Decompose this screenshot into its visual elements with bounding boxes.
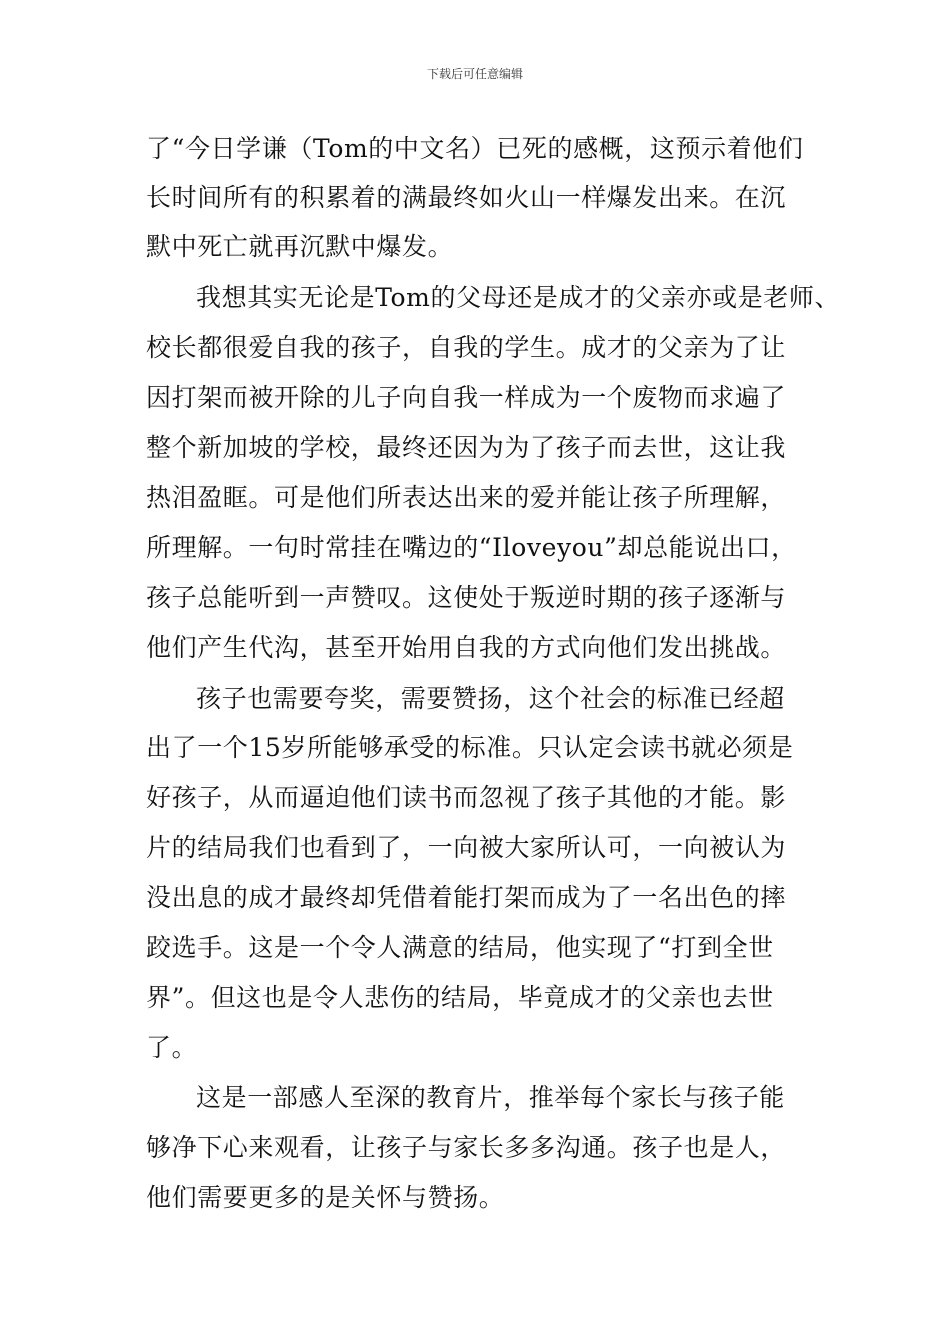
text-line: 跤选手。这是一个令人满意的结局，他实现了“打到全世 [146, 933, 774, 962]
text-line: 他们产生代沟，甚至开始用自我的方式向他们发出挑战。 [146, 633, 787, 662]
text-line: 长时间所有的积累着的满最终如火山一样爆发出来。在沉 [146, 183, 787, 212]
text-line: 了“今日学谦（Tom的中文名）已死的感概，这预示着他们 [146, 134, 804, 163]
text-line: 出了一个15岁所能够承受的标准。只认定会读书就必须是 [146, 733, 794, 762]
text-line: 热泪盈眶。可是他们所表达出来的爱并能让孩子所理解， [146, 483, 787, 512]
text-line: 片的结局我们也看到了，一向被大家所认可，一向被认为 [146, 833, 787, 862]
text-line: 孩子也需要夸奖，需要赞扬，这个社会的标准已经超 [196, 684, 785, 713]
text-line: 整个新加坡的学校，最终还因为为了孩子而去世，这让我 [146, 433, 787, 462]
text-line: 校长都很爱自我的孩子，自我的学生。成才的父亲为了让 [146, 333, 787, 362]
text-line: 这是一部感人至深的教育片，推举每个家长与孩子能 [196, 1083, 785, 1112]
text-line: 因打架而被开除的儿子向自我一样成为一个废物而求遍了 [146, 383, 787, 412]
text-line: 所理解。一句时常挂在嘴边的“Iloveyou”却总能说出口， [146, 533, 797, 562]
page-header: 下载后可任意编辑 [426, 67, 523, 81]
text-line: 够净下心来观看，让孩子与家长多多沟通。孩子也是人， [146, 1133, 787, 1162]
text-line: 好孩子，从而逼迫他们读书而忽视了孩子其他的才能。影 [146, 783, 787, 812]
text-line: 了。 [146, 1033, 198, 1062]
text-line: 默中死亡就再沉默中爆发。 [146, 232, 454, 261]
text-line: 孩子总能听到一声赞叹。这使处于叛逆时期的孩子逐渐与 [146, 583, 787, 612]
text-line: 界”。但这也是令人悲伤的结局，毕竟成才的父亲也去世 [146, 983, 774, 1012]
text-line: 我想其实无论是Tom的父母还是成才的父亲亦或是老师、 [196, 283, 841, 312]
text-line: 他们需要更多的是关怀与赞扬。 [146, 1183, 505, 1212]
text-line: 没出息的成才最终却凭借着能打架而成为了一名出色的摔 [146, 883, 787, 912]
